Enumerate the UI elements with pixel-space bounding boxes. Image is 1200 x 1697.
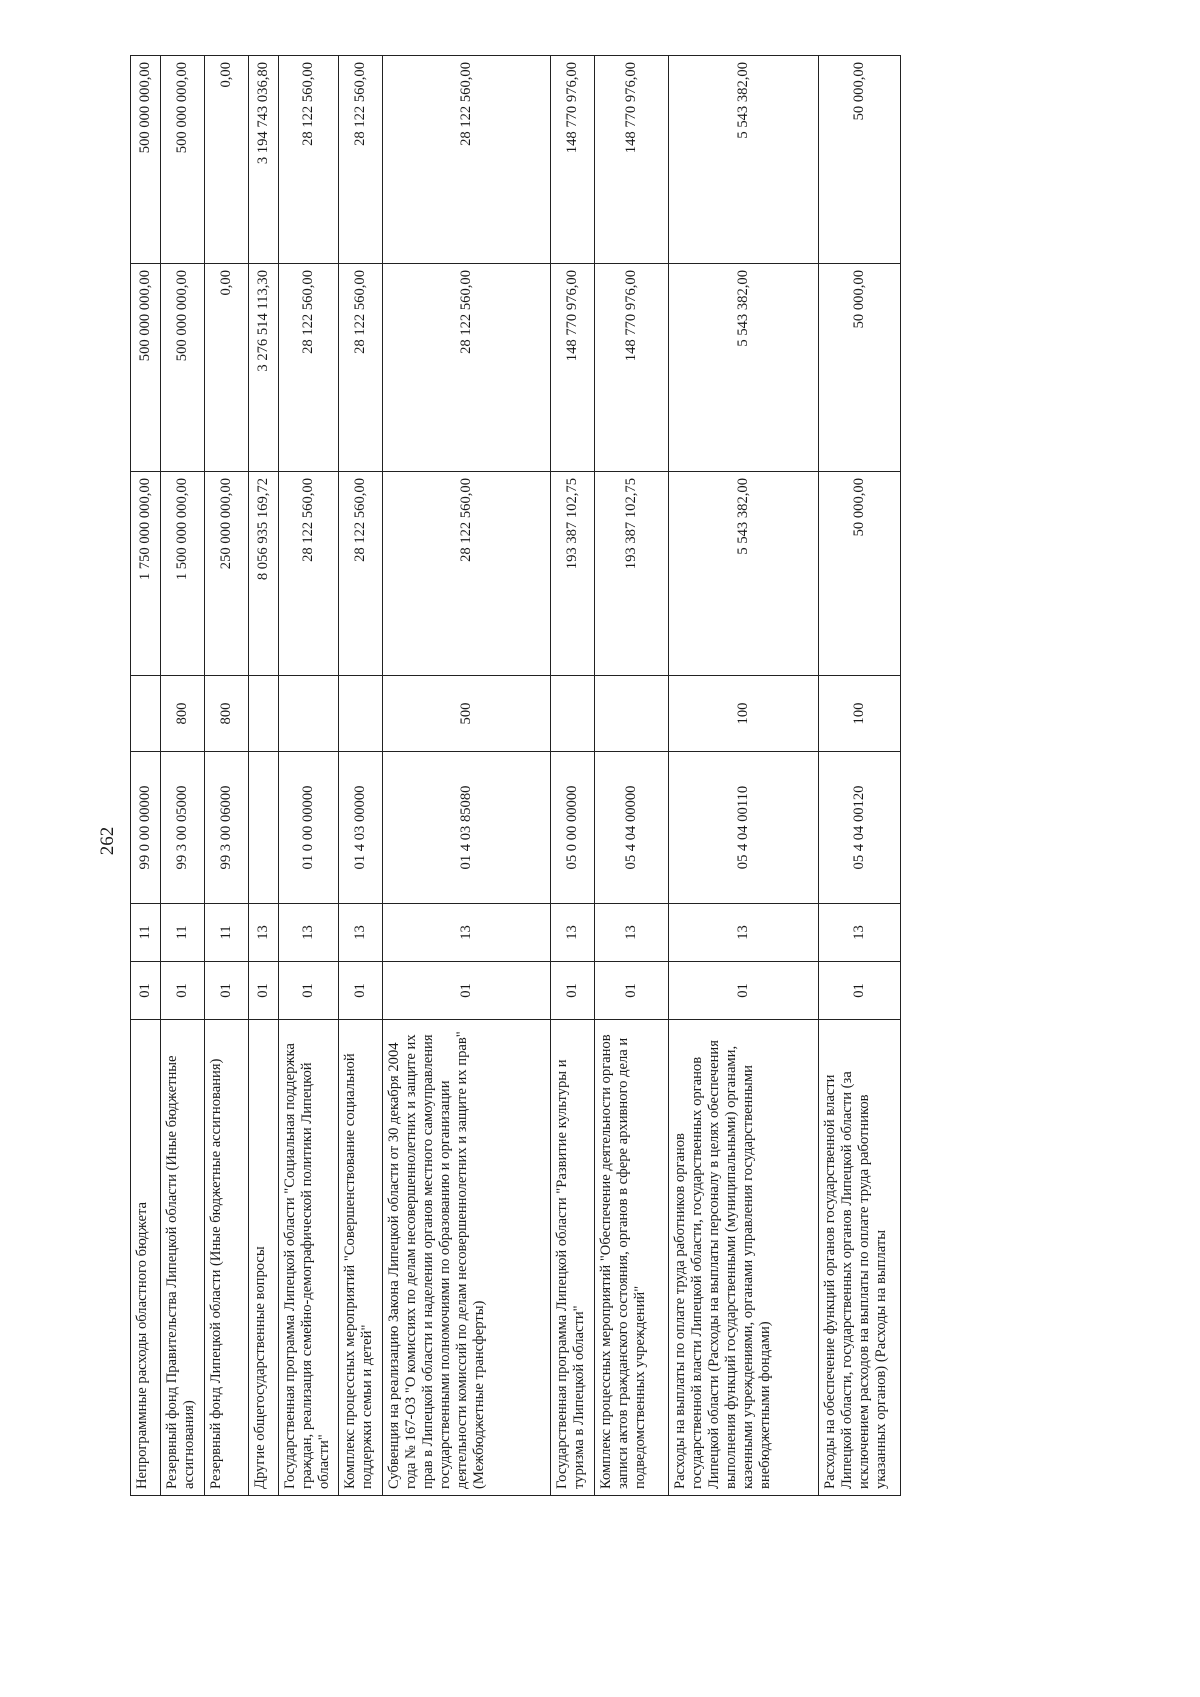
- row-amount-year-1: 8 056 935 169,72: [249, 472, 279, 676]
- row-amount-year-1: 193 387 102,75: [595, 472, 669, 676]
- row-amount-year-1: 193 387 102,75: [551, 472, 595, 676]
- row-expense-type: [279, 676, 339, 752]
- row-amount-year-3: 500 000 000,00: [161, 56, 205, 264]
- row-target-article: 99 3 00 06000: [205, 752, 249, 904]
- row-amount-year-1: 28 122 560,00: [383, 472, 551, 676]
- row-amount-year-2: 500 000 000,00: [131, 264, 161, 472]
- row-amount-year-1: 28 122 560,00: [279, 472, 339, 676]
- table-row: [551, 56, 595, 1496]
- row-description: Расходы на выплаты по оплате труда работников органов государственной власти Липецкой области, государственных органов Липецкой области (Расходы на выплаты персоналу в целях обеспечения выполнения функций государственными (муниципальными) органами, казенными учреждениями, органами управления государственными внебюджетными фондами): [669, 1020, 819, 1496]
- row-target-article: 01 0 00 00000: [279, 752, 339, 904]
- row-subsection-code: 13: [279, 904, 339, 962]
- row-amount-year-2: 50 000,00: [819, 264, 901, 472]
- row-subsection-code: 13: [383, 904, 551, 962]
- row-subsection-code: 13: [339, 904, 383, 962]
- table-row: [595, 56, 669, 1496]
- row-amount-year-2: 28 122 560,00: [339, 264, 383, 472]
- row-amount-year-3: 148 770 976,00: [595, 56, 669, 264]
- table-row: [161, 56, 205, 1496]
- table-row: [669, 56, 819, 1496]
- row-amount-year-2: 3 276 514 113,30: [249, 264, 279, 472]
- row-amount-year-3: 500 000 000,00: [131, 56, 161, 264]
- row-amount-year-1: 28 122 560,00: [339, 472, 383, 676]
- table-row: [131, 56, 161, 1496]
- row-amount-year-1: 50 000,00: [819, 472, 901, 676]
- row-expense-type: 800: [205, 676, 249, 752]
- table-row: [205, 56, 249, 1496]
- row-description: Комплекс процессных мероприятий "Совершенствование социальной поддержки семьи и детей": [339, 1020, 383, 1496]
- row-target-article: 99 3 00 05000: [161, 752, 205, 904]
- row-amount-year-3: 28 122 560,00: [383, 56, 551, 264]
- row-expense-type: 800: [161, 676, 205, 752]
- row-subsection-code: 11: [205, 904, 249, 962]
- row-amount-year-3: 5 543 382,00: [669, 56, 819, 264]
- row-subsection-code: 13: [669, 904, 819, 962]
- row-amount-year-1: 5 543 382,00: [669, 472, 819, 676]
- row-subsection-code: 13: [819, 904, 901, 962]
- row-subsection-code: 13: [595, 904, 669, 962]
- row-amount-year-2: 500 000 000,00: [161, 264, 205, 472]
- row-section-code: 01: [595, 962, 669, 1020]
- row-amount-year-2: 28 122 560,00: [383, 264, 551, 472]
- row-description: Субвенция на реализацию Закона Липецкой области от 30 декабря 2004 года № 167-ОЗ "О комиссиях по делам несовершеннолетних и защите их прав в Липецкой области и наделении органов местного самоуправления государственными полномочиями по образованию и организации деятельности комиссий по делам несовершеннолетних и защите их прав" (Межбюджетные трансферты): [383, 1020, 551, 1496]
- row-section-code: 01: [279, 962, 339, 1020]
- row-expense-type: 100: [669, 676, 819, 752]
- table-row: [249, 56, 279, 1496]
- row-description: Другие общегосударственные вопросы: [249, 1020, 279, 1496]
- row-target-article: [249, 752, 279, 904]
- row-section-code: 01: [205, 962, 249, 1020]
- row-target-article: 99 0 00 00000: [131, 752, 161, 904]
- table-row: [383, 56, 551, 1496]
- row-amount-year-1: 1 500 000 000,00: [161, 472, 205, 676]
- row-expense-type: [131, 676, 161, 752]
- row-amount-year-2: 28 122 560,00: [279, 264, 339, 472]
- row-target-article: 05 4 04 00000: [595, 752, 669, 904]
- row-section-code: 01: [383, 962, 551, 1020]
- row-amount-year-3: 0,00: [205, 56, 249, 264]
- table-row: [819, 56, 901, 1496]
- row-subsection-code: 13: [249, 904, 279, 962]
- row-expense-type: 100: [819, 676, 901, 752]
- row-section-code: 01: [819, 962, 901, 1020]
- row-description: Расходы на обеспечение функций органов государственной власти Липецкой области, государственных органов Липецкой области (за исключением расходов на выплаты по оплате труда работников указанных органов) (Расходы на выплаты: [819, 1020, 901, 1496]
- row-expense-type: [595, 676, 669, 752]
- row-amount-year-1: 250 000 000,00: [205, 472, 249, 676]
- row-description: Резервный фонд Липецкой области (Иные бюджетные ассигнования): [205, 1020, 249, 1496]
- row-expense-type: [249, 676, 279, 752]
- row-description: Резервный фонд Правительства Липецкой области (Иные бюджетные ассигнования): [161, 1020, 205, 1496]
- row-target-article: 05 4 04 00120: [819, 752, 901, 904]
- row-section-code: 01: [131, 962, 161, 1020]
- row-amount-year-2: 148 770 976,00: [551, 264, 595, 472]
- row-section-code: 01: [669, 962, 819, 1020]
- row-target-article: 01 4 03 85080: [383, 752, 551, 904]
- row-amount-year-3: 28 122 560,00: [339, 56, 383, 264]
- row-target-article: 05 0 00 00000: [551, 752, 595, 904]
- row-section-code: 01: [161, 962, 205, 1020]
- table-row: [339, 56, 383, 1496]
- row-amount-year-2: 0,00: [205, 264, 249, 472]
- row-expense-type: 500: [383, 676, 551, 752]
- row-expense-type: [551, 676, 595, 752]
- table-row: [279, 56, 339, 1496]
- row-amount-year-3: 148 770 976,00: [551, 56, 595, 264]
- row-amount-year-3: 3 194 743 036,80: [249, 56, 279, 264]
- row-description: Государственная программа Липецкой области "Развитие культуры и туризма в Липецкой области": [551, 1020, 595, 1496]
- row-amount-year-2: 148 770 976,00: [595, 264, 669, 472]
- row-subsection-code: 11: [131, 904, 161, 962]
- budget-table: [130, 55, 901, 1496]
- row-section-code: 01: [551, 962, 595, 1020]
- row-description: Государственная программа Липецкой области "Социальная поддержка граждан, реализация семейно-демографической политики Липецкой области": [279, 1020, 339, 1496]
- row-amount-year-3: 50 000,00: [819, 56, 901, 264]
- row-description: Непрограммные расходы областного бюджета: [131, 1020, 161, 1496]
- rotated-table-wrapper: [130, 56, 1090, 1496]
- table-body: [131, 56, 901, 1496]
- row-amount-year-1: 1 750 000 000,00: [131, 472, 161, 676]
- row-expense-type: [339, 676, 383, 752]
- page-number: 262: [97, 826, 118, 856]
- row-description: Комплекс процессных мероприятий "Обеспечение деятельности органов записи актов гражданского состояния, органов в сфере архивного дела и подведомственных учреждений": [595, 1020, 669, 1496]
- row-target-article: 01 4 03 00000: [339, 752, 383, 904]
- row-section-code: 01: [249, 962, 279, 1020]
- row-amount-year-2: 5 543 382,00: [669, 264, 819, 472]
- row-amount-year-3: 28 122 560,00: [279, 56, 339, 264]
- row-target-article: 05 4 04 00110: [669, 752, 819, 904]
- row-subsection-code: 11: [161, 904, 205, 962]
- row-subsection-code: 13: [551, 904, 595, 962]
- budget-table-sheet: [130, 56, 1200, 1489]
- row-section-code: 01: [339, 962, 383, 1020]
